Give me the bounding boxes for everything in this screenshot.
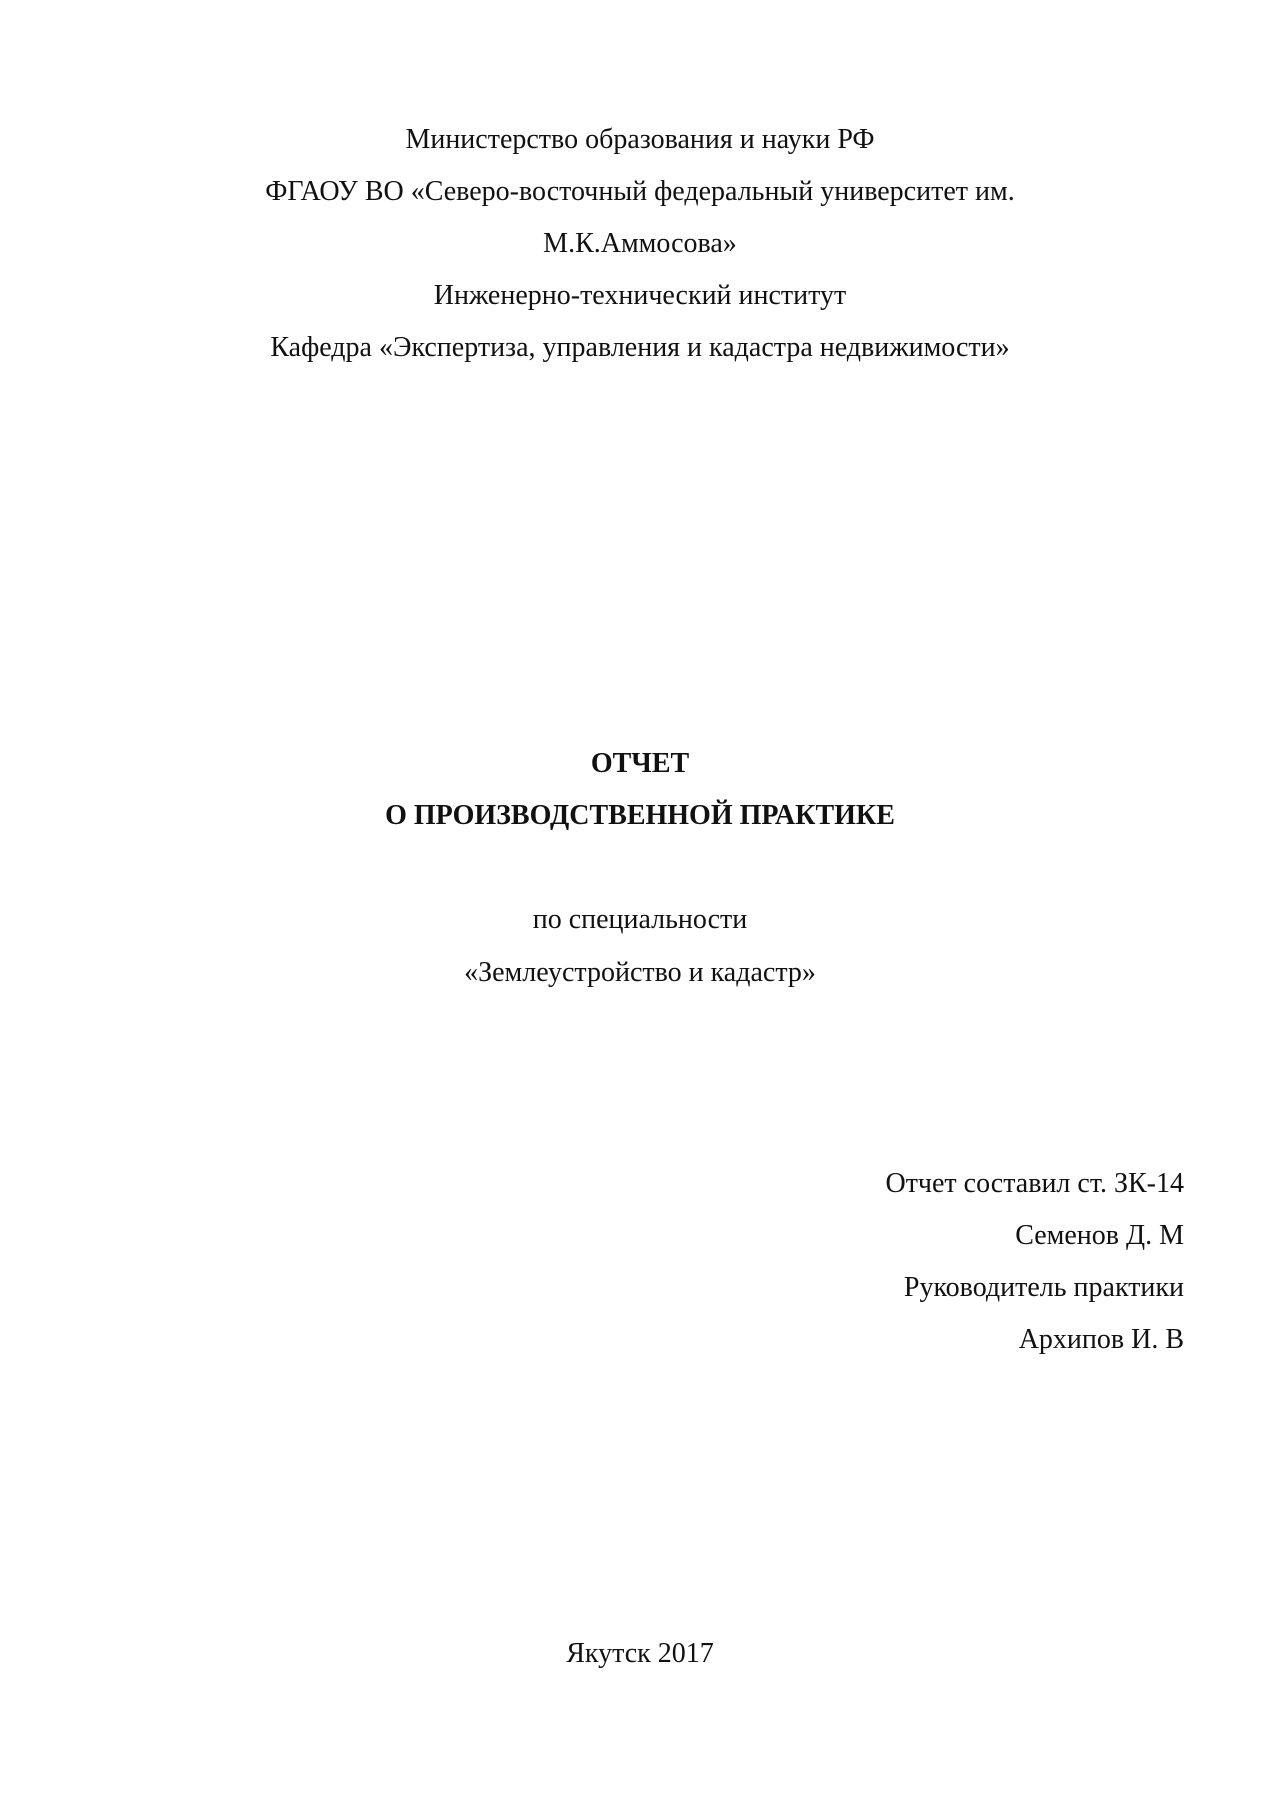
university-line-1: ФГАОУ ВО «Северо-восточный федеральный университет им. (265, 176, 1015, 207)
city-year: Якутск 2017 (566, 1638, 714, 1669)
report-title-line-2: О ПРОИЗВОДСТВЕННОЙ ПРАКТИКЕ (385, 800, 895, 831)
institute-line: Инженерно-технический институт (433, 280, 847, 311)
supervisor-label: Руководитель практики (903, 1272, 1184, 1303)
specialty-name: «Землеустройство и кадастр» (464, 957, 816, 988)
specialty-label: по специальности (532, 904, 748, 935)
report-title-line-1: ОТЧЕТ (590, 748, 690, 779)
department-line: Кафедра «Экспертиза, управления и кадастра недвижимости» (270, 332, 1010, 363)
university-line-2: М.К.Аммосова» (543, 228, 737, 259)
student-name: Семенов Д. М (1015, 1220, 1184, 1251)
supervisor-name: Архипов И. В (1018, 1324, 1184, 1355)
compiled-by-line: Отчет составил ст. ЗК-14 (885, 1168, 1184, 1199)
ministry-line: Министерство образования и науки РФ (405, 124, 875, 155)
